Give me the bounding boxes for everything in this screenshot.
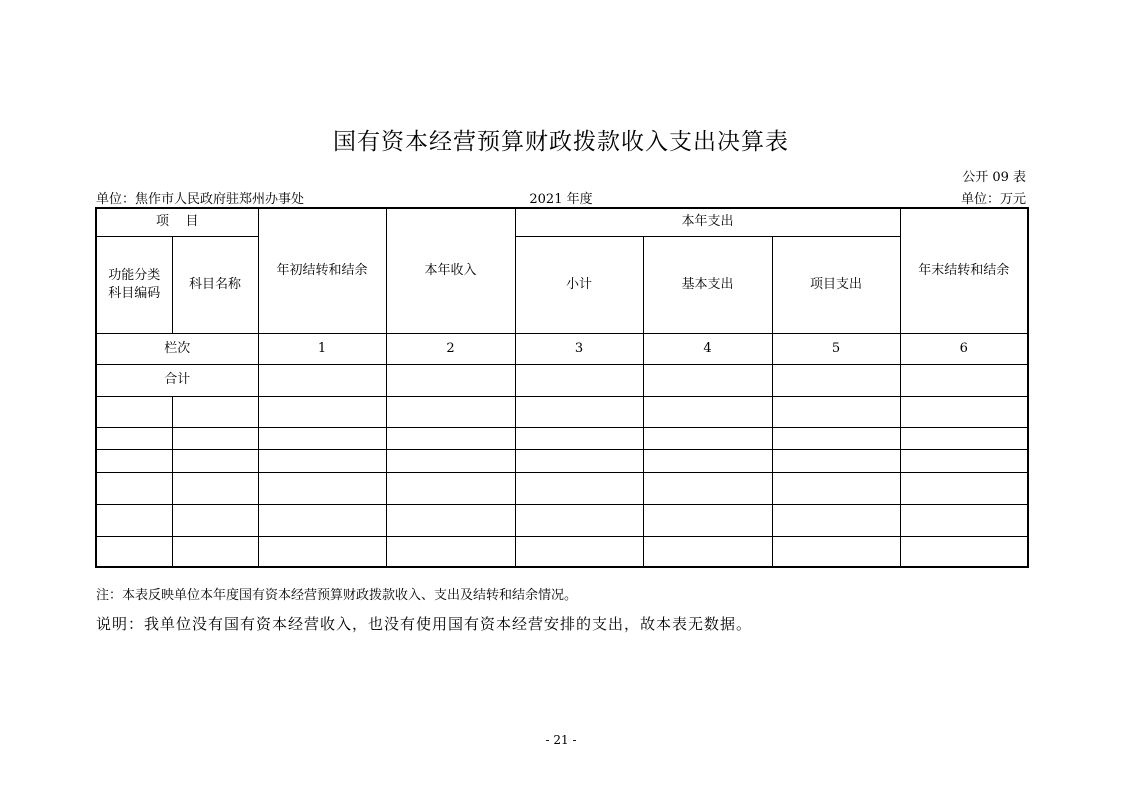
currency-unit: 单位：万元 xyxy=(960,192,1026,207)
table-cell xyxy=(643,536,772,567)
table-cell xyxy=(386,427,515,449)
explanation-text: 说明：我单位没有国有资本经营收入，也没有使用国有资本经营安排的支出，故本表无数据。 xyxy=(96,615,753,633)
table-cell xyxy=(515,364,643,396)
table-cell xyxy=(386,449,515,472)
table-cell xyxy=(900,536,1028,567)
column-number: 4 xyxy=(643,333,772,364)
column-number: 5 xyxy=(772,333,900,364)
table-cell xyxy=(386,536,515,567)
header-begin-balance: 年初结转和结余 xyxy=(258,208,386,333)
table-cell xyxy=(772,364,900,396)
table-cell xyxy=(900,504,1028,536)
table-cell xyxy=(172,472,258,504)
table-cell xyxy=(515,536,643,567)
total-row xyxy=(96,364,1028,396)
table-row xyxy=(96,536,1028,567)
table-cell xyxy=(643,504,772,536)
table-cell xyxy=(772,504,900,536)
column-number-row xyxy=(96,333,1028,364)
table-row xyxy=(96,504,1028,536)
table-cell xyxy=(900,472,1028,504)
table-cell xyxy=(900,427,1028,449)
column-number: 3 xyxy=(515,333,643,364)
table-cell xyxy=(515,472,643,504)
table-cell xyxy=(258,472,386,504)
header-item: 项 目 xyxy=(96,208,258,236)
table-cell xyxy=(772,536,900,567)
header-subtotal: 小计 xyxy=(515,236,643,333)
table-cell xyxy=(772,427,900,449)
table-cell xyxy=(515,427,643,449)
table-cell xyxy=(96,427,172,449)
table-cell xyxy=(172,427,258,449)
reporting-unit: 单位：焦作市人民政府驻郑州办事处 xyxy=(96,192,305,207)
table-note: 注：本表反映单位本年度国有资本经营预算财政拨款收入、支出及结转和结余情况。 xyxy=(96,588,578,603)
table-cell xyxy=(900,449,1028,472)
column-number: 6 xyxy=(900,333,1028,364)
table-cell xyxy=(258,396,386,427)
table-cell xyxy=(772,396,900,427)
table-cell xyxy=(515,396,643,427)
page-number: - 21 - xyxy=(545,733,577,747)
table-row xyxy=(96,472,1028,504)
budget-table xyxy=(95,207,1029,568)
table-cell xyxy=(172,504,258,536)
column-number: 2 xyxy=(386,333,515,364)
total-label: 合计 xyxy=(96,364,258,396)
table-row xyxy=(96,427,1028,449)
column-number-label: 栏次 xyxy=(96,333,258,364)
form-code: 公开 09 表 xyxy=(962,170,1026,185)
table-cell xyxy=(772,449,900,472)
table-cell xyxy=(258,364,386,396)
table-row xyxy=(96,449,1028,472)
header-func-code: 功能分类 科目编码 xyxy=(96,236,172,333)
table-cell xyxy=(643,472,772,504)
table-cell xyxy=(172,396,258,427)
table-cell xyxy=(643,449,772,472)
table-cell xyxy=(96,396,172,427)
header-end-balance: 年末结转和结余 xyxy=(900,208,1028,333)
table-cell xyxy=(900,364,1028,396)
table-cell xyxy=(643,364,772,396)
header-subject-name: 科目名称 xyxy=(172,236,258,333)
page-title: 国有资本经营预算财政拨款收入支出决算表 xyxy=(333,129,789,155)
header-project-expense: 项目支出 xyxy=(772,236,900,333)
column-number: 1 xyxy=(258,333,386,364)
table-cell xyxy=(386,364,515,396)
table-cell xyxy=(386,396,515,427)
header-income: 本年收入 xyxy=(386,208,515,333)
table-cell xyxy=(172,536,258,567)
table-cell xyxy=(258,504,386,536)
table-cell xyxy=(515,504,643,536)
table-cell xyxy=(386,504,515,536)
table-row xyxy=(96,396,1028,427)
table-cell xyxy=(96,472,172,504)
table-cell xyxy=(258,536,386,567)
table-cell xyxy=(900,396,1028,427)
table-cell xyxy=(386,472,515,504)
header-basic-expense: 基本支出 xyxy=(643,236,772,333)
table-cell xyxy=(772,472,900,504)
table-cell xyxy=(643,396,772,427)
fiscal-year: 2021 年度 xyxy=(529,192,593,207)
table-cell xyxy=(258,427,386,449)
header-expense-group: 本年支出 xyxy=(515,208,900,236)
table-cell xyxy=(96,449,172,472)
table-cell xyxy=(96,504,172,536)
table-cell xyxy=(643,427,772,449)
table-cell xyxy=(96,536,172,567)
table-cell xyxy=(515,449,643,472)
table-cell xyxy=(258,449,386,472)
table-cell xyxy=(172,449,258,472)
